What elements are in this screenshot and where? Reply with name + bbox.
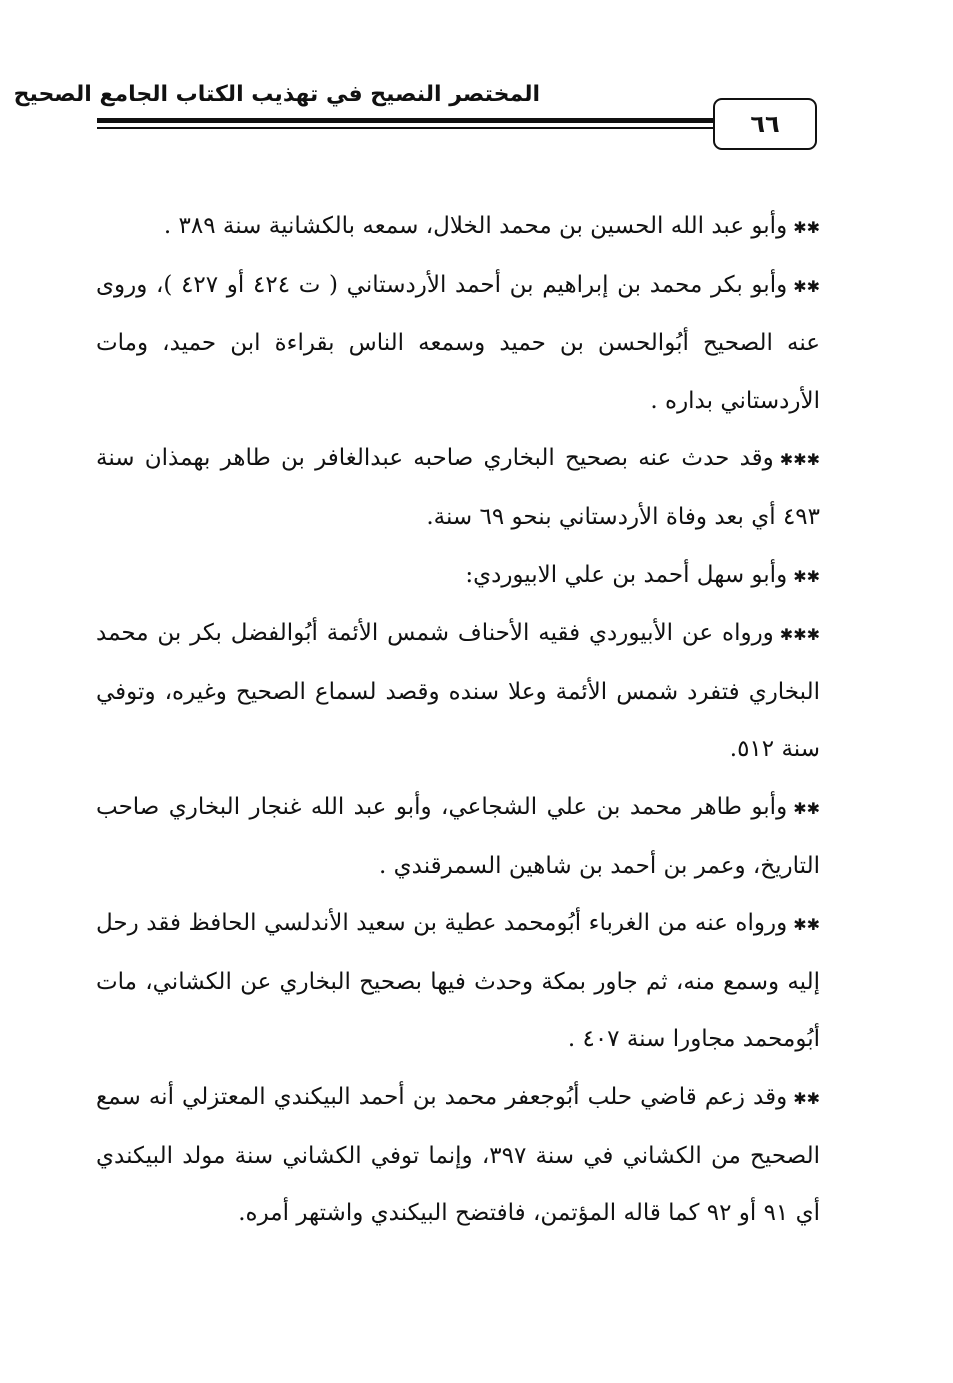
asterisk-marker: ✱✱ (793, 276, 821, 296)
body-text (96, 198, 820, 1243)
paragraph-text: وقد زعم قاضي حلب أبُوجعفر محمد بن أحمد البيكندي المعتزلي أنه سمع الصحيح من الكشاني في سنة ٣٩٧، وإنما توفي الكشاني سنة مولد البيكندي أي ٩١ أو ٩٢ كما قاله المؤتمن، فافتضح البيكندي واشتهر أمره. (96, 1083, 821, 1227)
page-number-frame (713, 98, 817, 150)
paragraph (96, 605, 820, 779)
asterisk-marker: ✱✱ (793, 798, 820, 818)
paragraph-text: ورواه عن الأبيوردي فقيه الأحناف شمس الأئمة أبُوالفضل بكر بن محمد البخاري فتفرد شمس الأئمة وعلا سنده وقصد لسماع الصحيح وغيره، وتوفي سنة ٥١٢. (96, 620, 820, 763)
paragraph-text: وأبو عبد الله الحسين بن محمد الخلال، سمعه بالكشانية سنة ٣٨٩ . (163, 213, 788, 239)
paragraph-text: ورواه عنه من الغرباء أبُومحمد عطية بن سعيد الأندلسي الحافظ فقد رحل إليه وسمع منه، ثم جاور بمكة وحدث فيها بصحيح البخاري عن الكشاني، مات أبُومحمد مجاورا سنة ٤٠٧ . (96, 910, 820, 1053)
paragraph (96, 198, 820, 257)
paragraph-text: وأبو بكر محمد بن إبراهيم بن أحمد الأردستاني ( ت ٤٢٤ أو ٤٢٧ )، وروى عنه الصحيح أبُوالحسن بن حميد وسمعه الناس بقراءة ابن حميد، ومات الأردستاني بداره . (96, 271, 820, 414)
asterisk-marker: ✱✱ (793, 218, 820, 237)
paragraph-text: وأبو سهل أحمد بن علي الابيوردي: (465, 561, 788, 588)
asterisk-marker: ✱✱✱ (779, 625, 820, 645)
paragraph (96, 430, 820, 546)
paragraph (96, 1069, 820, 1243)
paragraph (96, 257, 820, 431)
paragraph-text: وأبو طاهر محمد بن علي الشجاعي، وأبو عبد الله غنجار البخاري صاحب التاريخ، وعمر بن أحمد بن شاهين السمرقندي . (96, 793, 820, 879)
asterisk-marker: ✱✱✱ (779, 450, 820, 470)
paragraph (96, 895, 820, 1069)
running-header-title: المختصر النصيح في تهذيب الكتاب الجامع الصحيح (13, 82, 540, 107)
paragraph (96, 779, 820, 895)
asterisk-marker: ✱✱ (793, 1088, 820, 1108)
header-rule-thick (97, 118, 717, 123)
header-rule-thin (97, 127, 717, 129)
asterisk-marker: ✱✱ (793, 915, 820, 935)
paragraph-text: وقد حدث عنه بصحيح البخاري صاحبه عبدالغافر بن طاهر بهمذان سنة ٤٩٣ أي بعد وفاة الأردستاني بنحو ٦٩ سنة. (96, 445, 820, 530)
asterisk-marker: ✱✱ (793, 566, 820, 586)
page-number: ٦٦ (750, 110, 780, 138)
paragraph (96, 547, 820, 606)
